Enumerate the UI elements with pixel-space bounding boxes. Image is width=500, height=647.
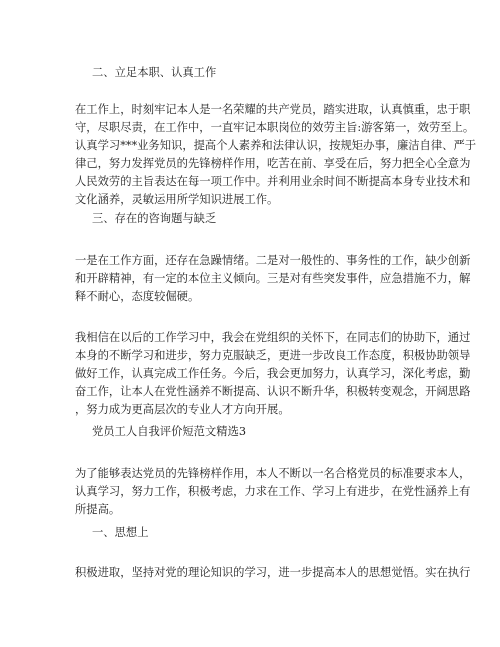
paragraph-line: 和开辟精神，有一定的本位主义倾向。三是对有些突发事件，应急措施不力，解 bbox=[75, 272, 471, 285]
paragraph-line: 为了能够表达党员的先锋榜样作用，本人不断以一名合格党员的标准要求本人， bbox=[75, 467, 471, 480]
paragraph-line: 积极进取，坚持对党的理论知识的学习，进一步提高本人的思想觉悟。实在执行 bbox=[75, 566, 471, 579]
section-heading-2: 二、立足本职、认真工作 bbox=[92, 66, 217, 79]
paragraph-line: 守，尽职尽责，在工作中，一直牢记本职岗位的效劳主旨:游客第一，效劳至上。 bbox=[75, 121, 475, 134]
section-heading-3: 三、存在的咨询题与缺乏 bbox=[92, 212, 217, 225]
paragraph-line: 认真学习，努力工作，积极考虑，力求在工作、学习上有进步，在党性涵养上有 bbox=[75, 485, 471, 498]
section-heading-1: 一、思想上 bbox=[92, 526, 149, 539]
paragraph-line: 一是在工作方面，还存在急躁情绪。二是对一般性的、事务性的工作，缺少创新 bbox=[75, 254, 471, 267]
paragraph-line: ，努力成为更高层次的专业人才方向开展。 bbox=[75, 403, 290, 416]
paragraph-line: 做好工作，认真完成工作任务。今后，我会更加努力，认真学习，深化考虑，勤 bbox=[75, 367, 471, 380]
paragraph-line: 我相信在以后的工作学习中，我会在党组织的关怀下，在同志们的协助下，通过 bbox=[75, 331, 471, 344]
paragraph-line: 律己，努力发挥党员的先锋榜样作用，吃苦在前、享受在后，努力把全心全意为 bbox=[75, 157, 471, 170]
paragraph-line: 在工作上，时刻牢记本人是一名荣耀的共产党员，踏实进取，认真慎重，忠于职 bbox=[75, 103, 471, 116]
paragraph-line: 所提高。 bbox=[75, 503, 121, 516]
paragraph-line: 人民效劳的主旨表达在每一项工作中。并利用业余时间不断提高本身专业技术和 bbox=[75, 175, 471, 188]
paragraph-line: 文化涵养，灵敏运用所学知识进展工作。 bbox=[75, 193, 279, 206]
paragraph-line: 释不耐心，态度较倔硬。 bbox=[75, 290, 200, 303]
paragraph-line: 奋工作，让本人在党性涵养不断提高、认识不断升华，积极转变观念，开阔思路 bbox=[75, 385, 471, 398]
article-subtitle: 党员工人自我评价短范文精选3 bbox=[92, 425, 247, 438]
paragraph-line: 本身的不断学习和进步，努力克服缺乏，更进一步改良工作态度，积极协助领导 bbox=[75, 349, 471, 362]
paragraph-line: 认真学习***业务知识，提高个人素养和法律认识，按规矩办事，廉洁自律、严于 bbox=[75, 139, 477, 152]
